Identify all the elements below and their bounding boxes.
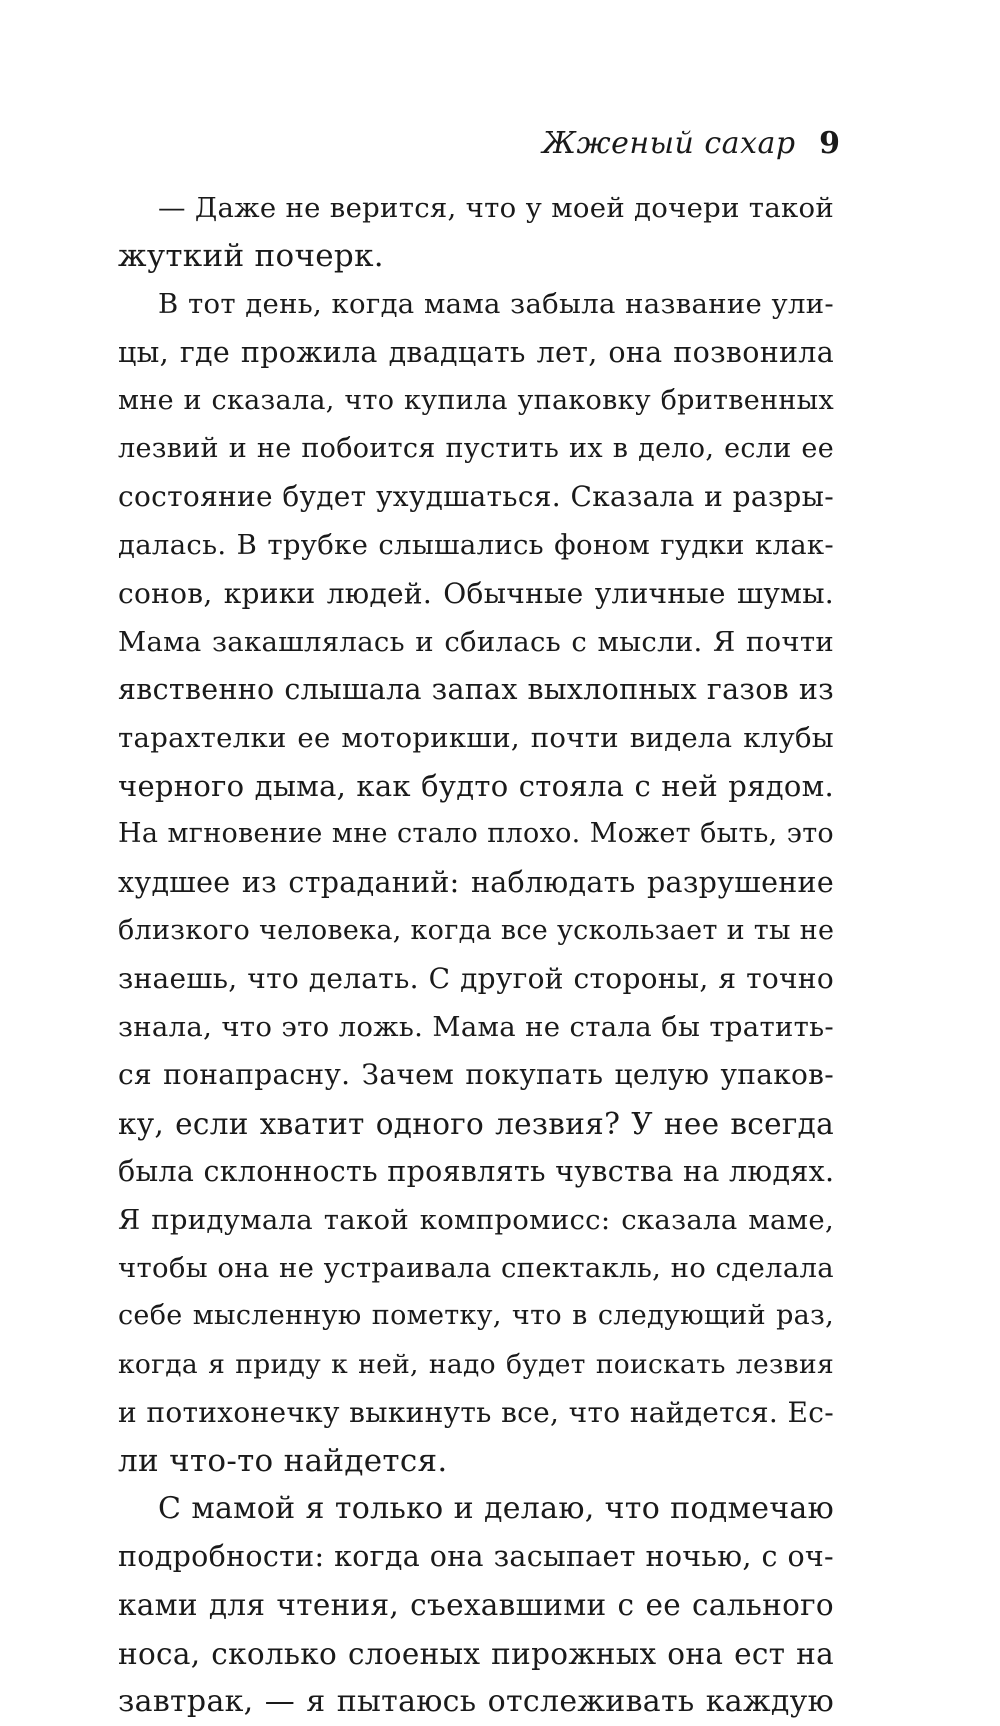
text-line: знаешь, что делать. С другой стороны, я точно [118, 962, 834, 995]
text-line: худшее из страданий: наблюдать разрушение [118, 865, 834, 899]
text-line: носа, сколько слоеных пирожных она ест на [118, 1636, 834, 1671]
text-line: лезвий и не побоится пустить их в дело, если ее [118, 432, 834, 464]
text-line: явственно слышала запах выхлопных газов из [118, 672, 834, 706]
text-line: сонов, крики людей. Обычные уличные шумы. [118, 576, 834, 610]
text-line: В тот день, когда мама забыла название ули- [158, 288, 834, 321]
text-line: черного дыма, как будто стояла с ней рядом. [118, 769, 834, 804]
text-line: мне и сказала, что купила упаковку бритвенных [118, 384, 834, 416]
text-line: и потихонечку выкинуть все, что найдется. Ес- [118, 1395, 834, 1429]
running-head-title: Жженый сахар [542, 126, 796, 161]
running-head [542, 124, 840, 164]
text-line: знала, что это ложь. Мама не стала бы тратить- [118, 1011, 834, 1044]
text-line: завтрак, — я пытаюсь отслеживать каждую [118, 1683, 834, 1719]
body-text [118, 184, 834, 1726]
text-line: близкого человека, когда все ускользает и ты не [118, 914, 834, 946]
text-line: ся понапрасну. Зачем покупать целую упаков- [118, 1058, 834, 1092]
text-line: себе мысленную пометку, что в следующий раз, [118, 1300, 834, 1332]
text-line: тарахтелки ее моторикши, почти видела клубы [118, 722, 834, 755]
text-line: далась. В трубке слышались фоном гудки клак- [118, 529, 834, 562]
text-line: жуткий почерк. [118, 238, 384, 275]
text-line: Мама закашлялась и сбилась с мысли. Я почти [118, 625, 834, 658]
text-line: состояние будет ухудшаться. Сказала и разры- [118, 480, 834, 514]
text-line: цы, где прожила двадцать лет, она позвонила [118, 335, 834, 369]
text-line: ли что-то найдется. [118, 1442, 448, 1479]
text-line: подробности: когда она засыпает ночью, с оч- [118, 1540, 834, 1574]
text-line: Я придумала такой компромисс: сказала маме, [118, 1203, 834, 1236]
text-line: ку, если хватит одного лезвия? У нее всегда [118, 1106, 834, 1141]
text-line: ками для чтения, съехавшими с ее сального [118, 1588, 834, 1623]
text-line: чтобы она не устраивала спектакль, но сделала [118, 1252, 834, 1285]
text-line: На мгновение мне стало плохо. Может быть, это [118, 818, 834, 850]
page-number: 9 [819, 126, 840, 161]
text-line: С мамой я только и делаю, что подмечаю [158, 1491, 834, 1527]
text-line: была склонность проявлять чувства на людях. [118, 1154, 834, 1188]
text-line: — Даже не верится, что у моей дочери такой [158, 192, 834, 224]
text-line: когда я приду к ней, надо будет поискать лезвия [118, 1348, 834, 1380]
